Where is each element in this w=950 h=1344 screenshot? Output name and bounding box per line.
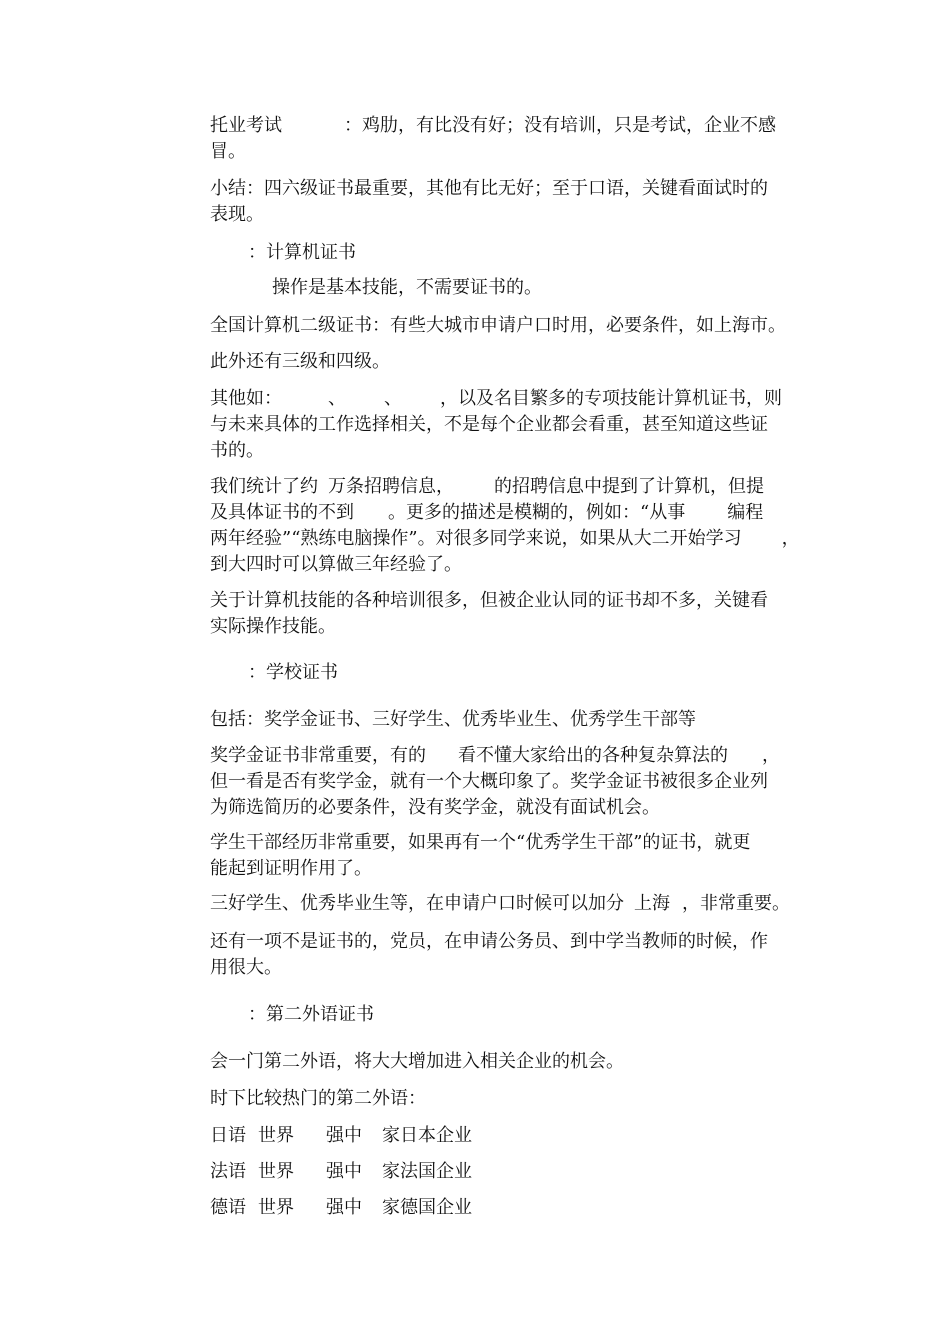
- text: 家法国企业: [382, 1161, 472, 1182]
- text: 日语: [210, 1125, 246, 1146]
- text: 还有一项不是证书的，党员，在申请公务员、到中学当教师的时候，作: [210, 931, 768, 952]
- text: 书的。: [210, 440, 264, 461]
- paragraph-training-cont: [210, 614, 336, 640]
- text: ：计算机证书: [248, 242, 356, 263]
- text: 时下比较热门的第二外语：: [210, 1088, 426, 1109]
- paragraph-summary-cont: [210, 202, 264, 228]
- paragraph-statistics: [210, 474, 764, 500]
- paragraph-training: [210, 588, 768, 614]
- text: 世界: [258, 1125, 294, 1146]
- text: 学生干部经历非常重要，如果再有一个“优秀学生干部”的证书，就更: [210, 832, 751, 853]
- text: 三好学生、优秀毕业生等，在申请户口时候可以加分: [210, 893, 624, 914]
- text: ，非常重要。: [682, 893, 790, 914]
- text: 两年经验”“熟练电脑操作”。对很多同学来说，如果从大二开始学习: [210, 528, 742, 549]
- language-row: [210, 1195, 472, 1221]
- paragraph-scholarship: [210, 743, 780, 769]
- text: 世界: [258, 1197, 294, 1218]
- text: 能起到证明作用了。: [210, 858, 372, 879]
- paragraph-others-cont2: [210, 438, 264, 464]
- text: ：学校证书: [248, 662, 338, 683]
- text: ：第二外语证书: [248, 1004, 374, 1025]
- text: 强中: [326, 1197, 362, 1218]
- text: 我们统计了约: [210, 476, 318, 497]
- language-row: [210, 1159, 472, 1185]
- paragraph-statistics-cont3: [210, 552, 462, 578]
- text: 冒。: [210, 141, 246, 162]
- text: 万条招聘信息，: [328, 476, 454, 497]
- heading-second-language: [248, 1002, 374, 1028]
- paragraph-party: [210, 929, 768, 955]
- heading-school-cert: [248, 660, 338, 686]
- text: 全国计算机二级证书：有些大城市申请户口时用，必要条件，如上海市。: [210, 315, 786, 336]
- paragraph-cadre: [210, 830, 750, 856]
- text: 的招聘信息中提到了计算机，但提: [494, 476, 764, 497]
- text: 奖学金证书非常重要，有的: [210, 745, 426, 766]
- paragraph-others: [210, 386, 782, 412]
- text: 强中: [326, 1125, 362, 1146]
- text: 托业考试: [210, 115, 282, 136]
- text: 关于计算机技能的各种培训很多，但被企业认同的证书却不多，关键看: [210, 590, 768, 611]
- text: 此外还有三级和四级。: [210, 351, 390, 372]
- text: 用很大。: [210, 957, 282, 978]
- text: 编程: [727, 502, 764, 523]
- text: 法语: [210, 1161, 246, 1182]
- paragraph-toeic-cont: [210, 139, 246, 165]
- text: 表现。: [210, 204, 264, 225]
- paragraph-scholarship-cont: [210, 769, 768, 795]
- text: 操作是基本技能，不需要证书的。: [272, 277, 542, 298]
- text: 会一门第二外语，将大大增加进入相关企业的机会。: [210, 1051, 624, 1072]
- paragraph-statistics-cont2: [210, 526, 800, 552]
- text: ：鸡肋，有比没有好；没有培训，只是考试，企业不感: [344, 115, 776, 136]
- heading-computer-cert: [248, 240, 356, 266]
- paragraph-levels: [210, 349, 390, 375]
- text: 小结：四六级证书最重要，其他有比无好；至于口语，关键看面试时的: [210, 178, 768, 199]
- text: 包括：奖学金证书、三好学生、优秀毕业生、优秀学生干部等: [210, 709, 696, 730]
- paragraph-second-language: [210, 1049, 624, 1075]
- paragraph-merit: [210, 891, 790, 917]
- text: 及具体证书的不到: [210, 502, 354, 523]
- text: ，: [781, 528, 800, 549]
- text: 、: [384, 388, 402, 409]
- text: 家日本企业: [382, 1125, 472, 1146]
- text: ，以及名目繁多的专项技能计算机证书，则: [440, 388, 782, 409]
- text: 但一看是否有奖学金，就有一个大概印象了。奖学金证书被很多企业列: [210, 771, 768, 792]
- text: 家德国企业: [382, 1197, 472, 1218]
- paragraph-summary: [210, 176, 768, 202]
- text: 上海: [634, 893, 670, 914]
- text: 看不懂大家给出的各种复杂算法的: [458, 745, 728, 766]
- text: 其他如：: [210, 388, 282, 409]
- paragraph-cadre-cont: [210, 856, 372, 882]
- text: 与未来具体的工作选择相关，不是每个企业都会看重，甚至知道这些证: [210, 414, 768, 435]
- paragraph-party-cont: [210, 955, 282, 981]
- paragraph-ncre: [210, 313, 786, 339]
- text: 。更多的描述是模糊的，例如：“从事: [388, 502, 686, 523]
- text: 为筛选简历的必要条件，没有奖学金，就没有面试机会。: [210, 797, 660, 818]
- text: ，: [762, 745, 780, 766]
- paragraph-popular: [210, 1086, 426, 1112]
- text: 强中: [326, 1161, 362, 1182]
- text: 世界: [258, 1161, 294, 1182]
- text: 实际操作技能。: [210, 616, 336, 637]
- paragraph-scholarship-cont2: [210, 795, 660, 821]
- paragraph-includes: [210, 707, 696, 733]
- paragraph-basic-skill: [272, 275, 542, 301]
- paragraph-statistics-cont: [210, 500, 763, 526]
- text: 德语: [210, 1197, 246, 1218]
- paragraph-toeic: [210, 113, 776, 139]
- text: 、: [328, 388, 346, 409]
- paragraph-others-cont: [210, 412, 768, 438]
- language-row: [210, 1123, 472, 1149]
- text: 到大四时可以算做三年经验了。: [210, 554, 462, 575]
